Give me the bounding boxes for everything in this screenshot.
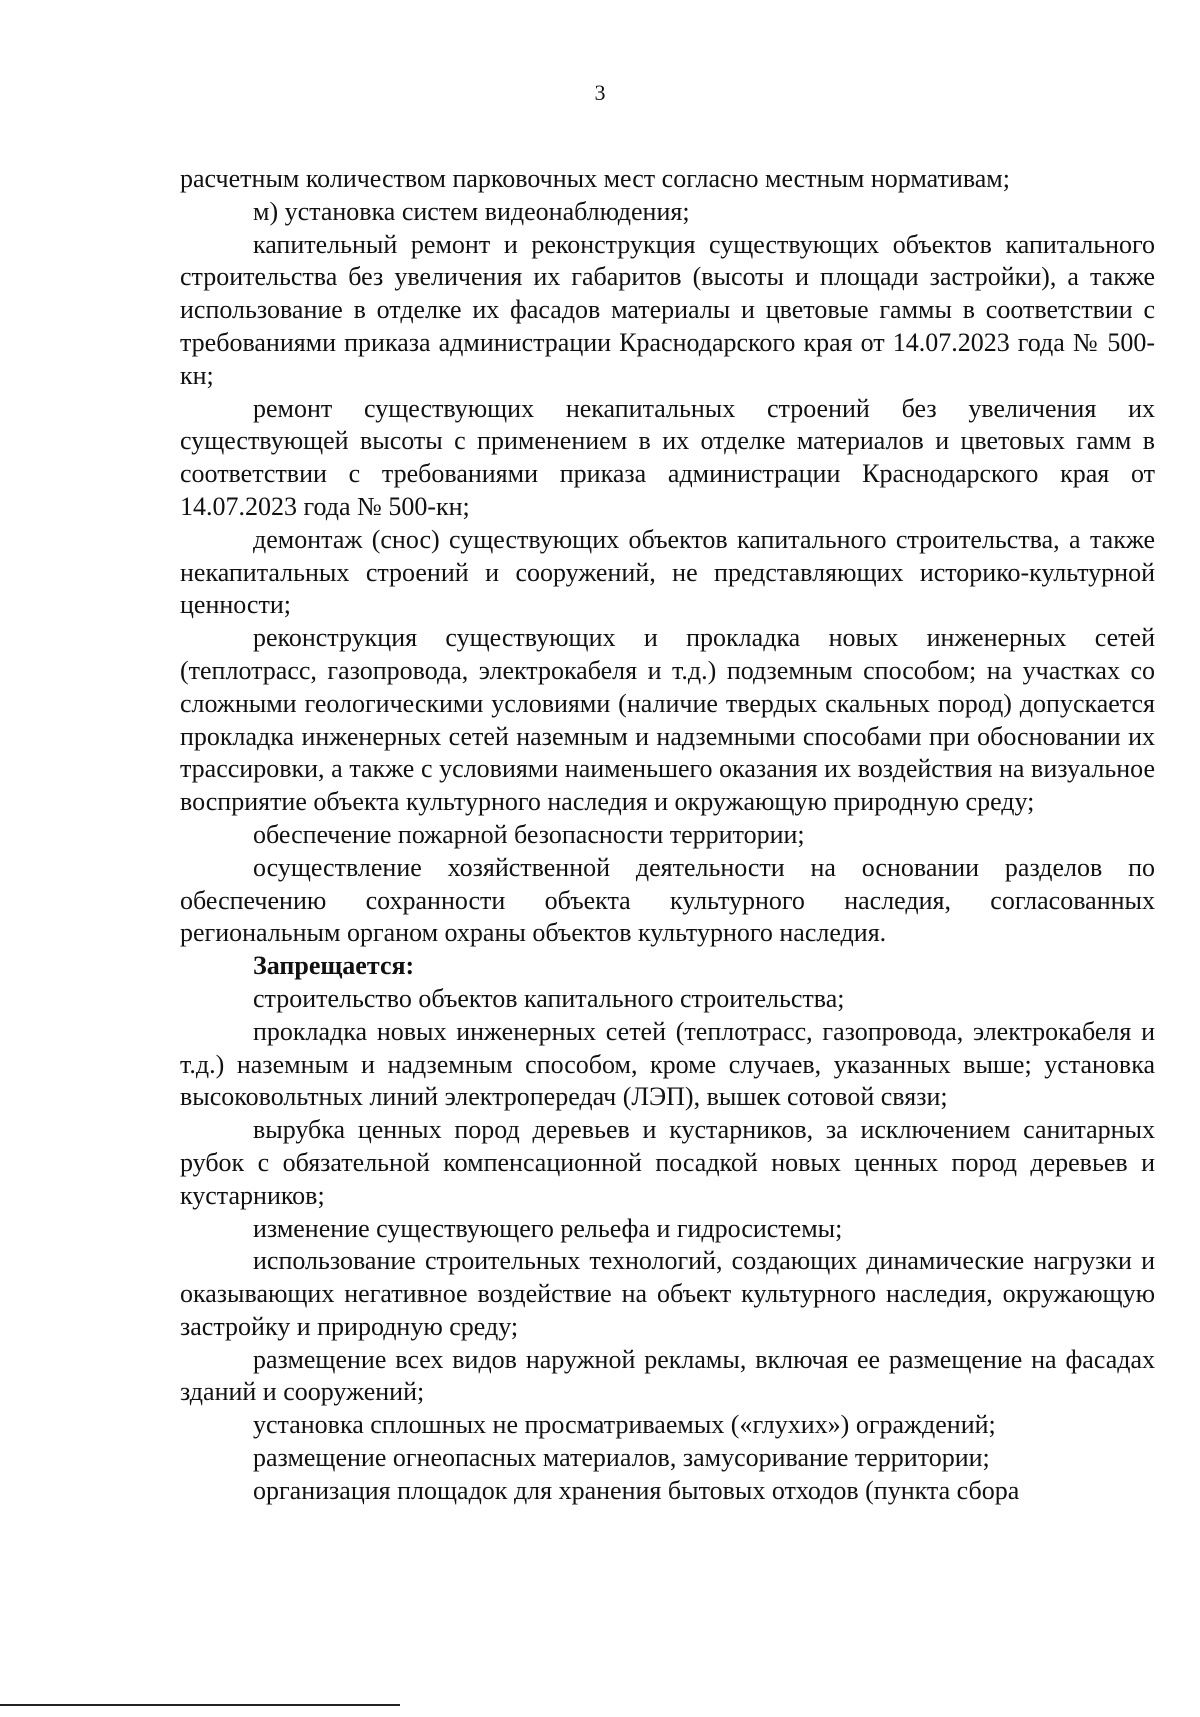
page-number: 3: [594, 80, 606, 105]
paragraph: прокладка новых инженерных сетей (теплотрасс, газопровода, электрокабеля и т.д.) наземным и надземным способом, кроме случаев, указанных выше; установка высоковольтных линий электропередач (ЛЭП), вышек сотовой связи;: [180, 1016, 1155, 1112]
paragraph: осуществление хозяйственной деятельности на основании разделов по обеспечению сохранности объекта культурного наследия, согласованных региональным органом охраны объектов культурного наследия.: [180, 852, 1155, 948]
paragraph: установка сплошных не просматриваемых («глухих») ограждений;: [253, 1410, 996, 1440]
paragraph: капительный ремонт и реконструкция существующих объектов капитального строительства без увеличения их габаритов (высоты и площади застройки), а также использование в отделке их фасадов материалы и цветовые гаммы в соответствии с требованиями приказа администрации Краснодарского края от 14.07.2023 года № 500-кн;: [180, 229, 1155, 390]
paragraph: организация площадок для хранения бытовых отходов (пункта сбора: [253, 1475, 1020, 1505]
document-body: [180, 163, 1155, 1508]
section-heading-prohibited: Запрещается:: [253, 951, 415, 981]
paragraph: изменение существующего рельефа и гидросистемы;: [253, 1213, 843, 1243]
paragraph: использование строительных технологий, создающих динамические нагрузки и оказывающих негативное воздействие на объект культурного наследия, окружающую застройку и природную среду;: [180, 1246, 1155, 1341]
paragraph: м) установка систем видеонаблюдения;: [253, 196, 690, 226]
paragraph: обеспечение пожарной безопасности территории;: [253, 819, 805, 849]
paragraph: размещение всех видов наружной рекламы, включая ее размещение на фасадах зданий и сооружений;: [180, 1344, 1155, 1407]
paragraph: размещение огнеопасных материалов, замусоривание территории;: [253, 1443, 990, 1473]
paragraph: вырубка ценных пород деревьев и кустарников, за исключением санитарных рубок с обязательной компенсационной посадкой новых ценных пород деревьев и кустарников;: [180, 1115, 1155, 1210]
paragraph: демонтаж (снос) существующих объектов капитального строительства, а также некапитальных строений и сооружений, не представляющих историко-культурной ценности;: [180, 524, 1155, 620]
scan-edge-line: [0, 1704, 400, 1706]
paragraph: ремонт существующих некапитальных строений без увеличения их существующей высоты с применением в их отделке материалов и цветовых гамм в соответствии с требованиями приказа администрации Краснодарского края от 14.07.2023 года № 500-кн;: [180, 393, 1155, 521]
paragraph: расчетным количеством парковочных мест согласно местным нормативам;: [180, 164, 1010, 193]
paragraph: строительство объектов капитального строительства;: [253, 983, 845, 1013]
paragraph: реконструкция существующих и прокладка новых инженерных сетей (теплотрасс, газопровода, электрокабеля и т.д.) подземным способом; на участках со сложными геологическими условиями (наличие твердых скальных пород) допускается прокладка инженерных сетей наземным и надземными способами при обосновании их трассировки, а также с условиями наименьшего оказания их воздействия на визуальное восприятие объекта культурного наследия и окружающую природную среду;: [180, 623, 1155, 817]
